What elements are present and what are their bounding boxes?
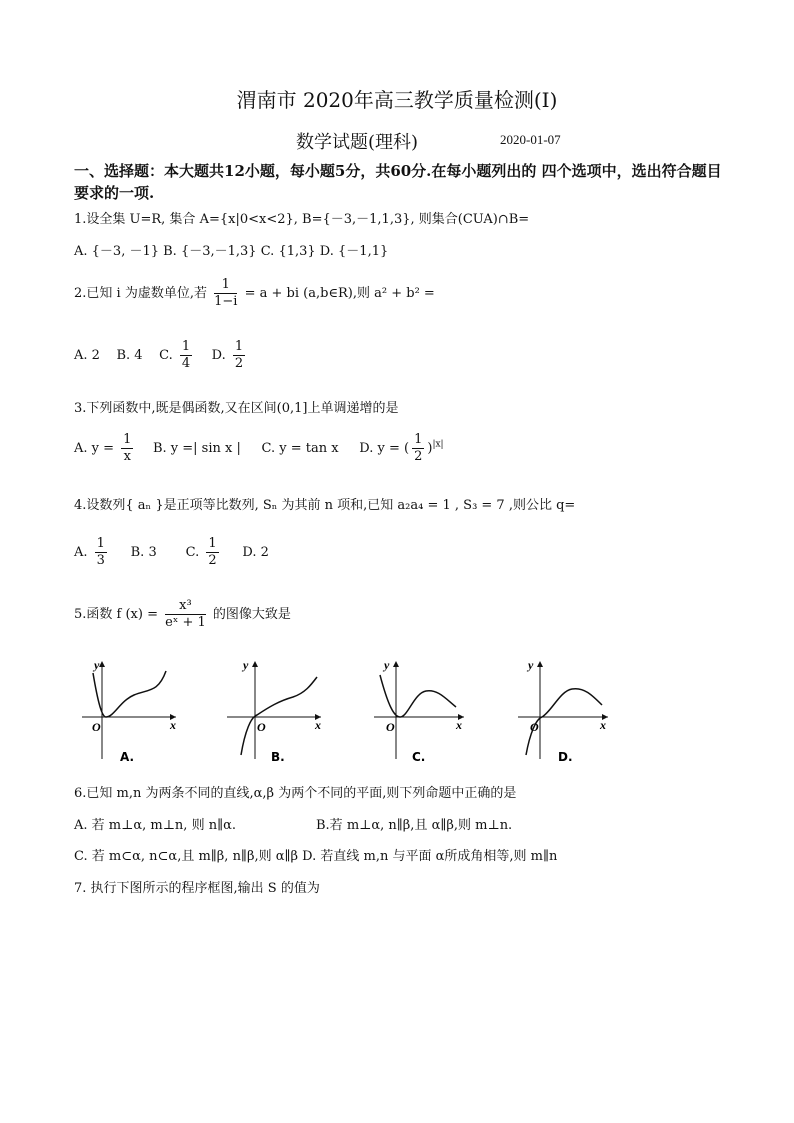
q5-graph-b	[227, 658, 321, 764]
q2-option-a: A. 2	[74, 348, 100, 363]
q3-option-b: B. y =| sin x |	[152, 441, 241, 456]
question-1-stem: 1.设全集 U=R, 集合 A={x|0<x<2}, B={－3,－1,1,3}, 则集合(CUA)∩B=	[74, 212, 530, 227]
q5-graph-d	[518, 658, 608, 764]
page-title: 渭南市 2020年高三教学质量检测(Ⅰ)	[236, 88, 558, 112]
q2-d-den: 2	[234, 356, 244, 371]
exam-date: 2020-01-07	[500, 132, 561, 147]
q5-c-label: C.	[412, 750, 426, 764]
question-2-prefix: 2.已知 i 为虚数单位,若	[74, 286, 207, 301]
section-heading: 一、选择题：本大题共12小题，每小题5分，共60分.在每小题列出的 四个选项中，选出符合题目要求的一项.	[74, 162, 722, 202]
question-3-stem: 3.下列函数中,既是偶函数,又在区间(0,1]上单调递增的是	[74, 401, 399, 416]
q5-frac-num: x³	[165, 598, 206, 615]
q2-option-d: D.	[211, 348, 226, 363]
q2-c-num: 1	[181, 339, 191, 354]
question-5-suffix: 的图像大致是	[212, 607, 291, 622]
q2-d-num: 1	[234, 339, 244, 354]
q5-c-y-label: y	[384, 658, 390, 672]
q2-option-d-fraction	[233, 339, 245, 372]
q4-option-c-fraction	[206, 536, 218, 569]
question-4-stem: 4.设数列{ aₙ }是正项等比数列, Sₙ 为其前 n 项和,已知 a₂a₄ = 1 , S₃ = 7 ,则公比 q=	[74, 498, 576, 513]
q4-option-c: C.	[185, 545, 200, 560]
q4-option-a-fraction	[95, 536, 107, 569]
question-1-options: A. {－3, －1} B. {－3,－1,3} C. {1,3} D. {－1,1}	[74, 244, 389, 259]
q2-option-c-fraction	[180, 339, 192, 372]
question-4-options	[74, 536, 269, 569]
q5-b-origin: O	[257, 720, 266, 734]
question-2-options	[74, 339, 248, 372]
q3-option-c: C. y = tan x	[261, 441, 339, 456]
question-7-stem: 7. 执行下图所示的程序框图,输出 S 的值为	[74, 881, 320, 896]
q6-option-a: A. 若 m⊥α, m⊥n, 则 n∥α.	[74, 818, 236, 833]
q5-d-origin: O	[530, 720, 539, 734]
q3-d-num: 1	[414, 432, 423, 447]
q4-c-num: 1	[208, 536, 217, 551]
q5-a-y-label: y	[94, 658, 100, 672]
q3-option-a-fraction	[121, 432, 133, 465]
q5-a-label: A.	[120, 750, 135, 764]
q5-d-x-label: x	[600, 718, 606, 732]
q3-d-den: 2	[414, 449, 423, 464]
q5-frac-den: eˣ + 1	[165, 615, 206, 630]
q4-a-num: 1	[96, 536, 105, 551]
question-2-frac-num: 1	[214, 277, 237, 294]
q5-b-label: B.	[271, 750, 285, 764]
q3-a-den: x	[123, 449, 131, 464]
question-2-frac-den: 1−i	[214, 294, 238, 309]
q3-a-num: 1	[123, 432, 132, 447]
q4-a-den: 3	[96, 553, 105, 568]
q3-d-tail: )	[427, 441, 433, 456]
q5-graph-c	[374, 658, 464, 764]
q5-b-x-label: x	[315, 718, 321, 732]
q4-c-den: 2	[208, 553, 217, 568]
q5-d-label: D.	[558, 750, 573, 764]
q5-d-y-label: y	[528, 658, 534, 672]
q2-option-b: B. 4	[116, 348, 143, 363]
q3-option-d-fraction	[412, 432, 424, 465]
question-2-suffix: = a + bi (a,b∈R),则 a² + b² =	[244, 286, 435, 301]
question-3-options	[74, 432, 444, 465]
q5-a-x-label: x	[170, 718, 176, 732]
question-5-stem	[74, 598, 291, 631]
q5-graph-options	[76, 655, 616, 767]
q5-c-x-label: x	[456, 718, 462, 732]
q4-option-a: A.	[74, 545, 88, 560]
q2-c-den: 4	[181, 356, 191, 371]
q2-option-c: C.	[159, 348, 173, 363]
q5-c-origin: O	[386, 720, 395, 734]
page-subtitle: 数学试题(理科)	[296, 132, 419, 153]
question-5-fraction	[165, 598, 206, 631]
q4-option-d: D. 2	[242, 545, 269, 560]
question-5-prefix: 5.函数 f (x) =	[74, 607, 158, 622]
q6-option-b: B.若 m⊥α, n∥β,且 α∥β,则 m⊥n.	[316, 818, 513, 833]
q3-option-d: D. y = (	[359, 441, 410, 456]
question-2-fraction	[214, 277, 237, 310]
question-2-stem	[74, 277, 435, 310]
q5-b-y-label: y	[243, 658, 249, 672]
q5-graph-a	[82, 658, 176, 764]
question-6-stem: 6.已知 m,n 为两条不同的直线,α,β 为两个不同的平面,则下列命题中正确的是	[74, 786, 517, 801]
q5-a-origin: O	[92, 720, 101, 734]
q4-option-b: B. 3	[130, 545, 157, 560]
q3-d-exponent: |x|	[432, 439, 444, 450]
q3-option-a: A. y =	[74, 441, 115, 456]
q6-option-cd: C. 若 m⊂α, n⊂α,且 m∥β, n∥β,则 α∥β D. 若直线 m,n 与平面 α所成角相等,则 m∥n	[74, 849, 558, 864]
